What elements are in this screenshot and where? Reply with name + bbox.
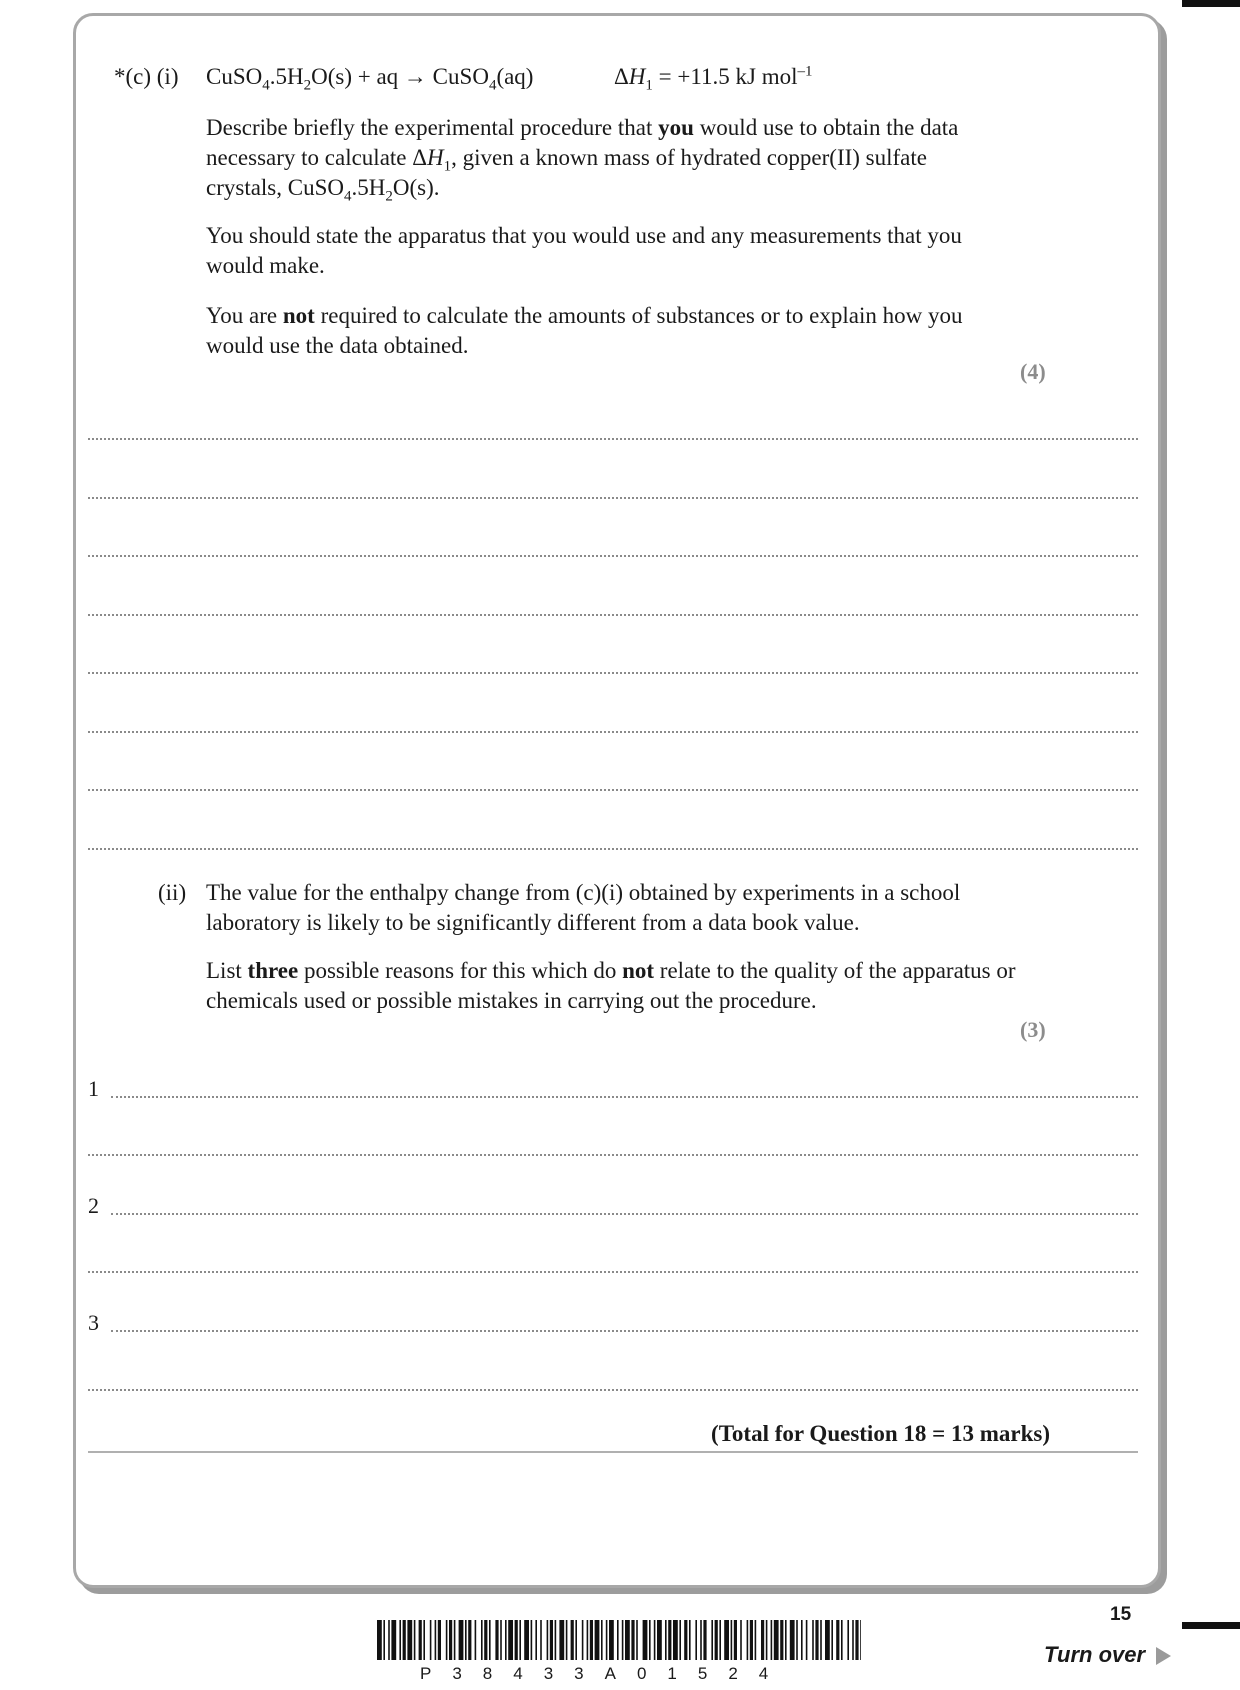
barcode-bar [774, 1620, 779, 1660]
barcode-bar [631, 1620, 634, 1660]
barcode-bar [771, 1620, 773, 1660]
instruction-not-required: You are not required to calculate the amounts of substances or to explain how you would use the data obtained. [206, 303, 963, 358]
answer-line-2[interactable] [111, 1213, 1138, 1215]
barcode-bar [590, 1620, 593, 1660]
barcode-bar [571, 1620, 574, 1660]
barcode-bar [388, 1620, 390, 1660]
part-ii-label: (ii) [158, 880, 187, 905]
barcode-bar [724, 1620, 729, 1660]
barcode-bar [755, 1620, 757, 1660]
enthalpy-value: $\Delta H_1 = +11.5$ kJ mol$^{-1}$ [614, 63, 813, 94]
barcode-bar [649, 1620, 651, 1660]
barcode-bar [587, 1620, 589, 1660]
barcode-bar [391, 1620, 396, 1660]
answer-line-3[interactable] [111, 1330, 1138, 1332]
barcode-bar [812, 1620, 814, 1660]
answer-line[interactable] [88, 731, 1138, 733]
marks-c-i: (4) [1020, 359, 1046, 384]
barcode-bar [508, 1620, 513, 1660]
answer-number-3: 3 [88, 1310, 99, 1335]
barcode-bar [575, 1620, 577, 1660]
barcode-bar [622, 1620, 624, 1660]
barcode-bar [377, 1620, 382, 1660]
barcode-bar [673, 1620, 678, 1660]
barcode-bar [695, 1620, 697, 1660]
barcode-bar [524, 1620, 529, 1660]
barcode-bar [438, 1620, 441, 1660]
barcode-bar [679, 1620, 681, 1660]
barcode-bar [407, 1620, 412, 1660]
barcode-bar [806, 1620, 808, 1660]
barcode-bar [719, 1620, 721, 1660]
registration-mark-top [1182, 0, 1240, 7]
barcode-bar [459, 1620, 464, 1660]
barcode-bar [731, 1620, 733, 1660]
barcode-bar [665, 1620, 667, 1660]
barcode-bar [796, 1620, 798, 1660]
barcode-bar [715, 1620, 718, 1660]
barcode-bar [711, 1620, 713, 1660]
barcode-bar [836, 1620, 839, 1660]
barcode-bar [847, 1620, 849, 1660]
barcode-bar [419, 1620, 422, 1660]
barcode-bar [750, 1620, 753, 1660]
barcode-bar [703, 1620, 706, 1660]
barcode [377, 1620, 861, 1660]
barcode-bar [435, 1620, 437, 1660]
answer-line[interactable] [88, 672, 1138, 674]
barcode-bar [860, 1620, 861, 1660]
barcode-bar [841, 1620, 843, 1660]
equation: $CuSO_4.5H_2O(s)$ + aq → CuSO$_4$(aq) [206, 64, 534, 94]
barcode-bar [430, 1620, 432, 1660]
barcode-bar [446, 1620, 448, 1660]
barcode-bar [601, 1620, 603, 1660]
turn-over-label: Turn over [1044, 1642, 1146, 1667]
barcode-bar [668, 1620, 671, 1660]
barcode-bar [582, 1620, 584, 1660]
part-ii-intro: The value for the enthalpy change from (c)(i) obtained by experiments in a school laboratory is likely to be significantly different from a data book value. [206, 880, 961, 935]
barcode-bar [500, 1620, 502, 1660]
barcode-text: P38433A01524 [420, 1664, 790, 1683]
barcode-bar [505, 1620, 507, 1660]
barcode-bar [595, 1620, 600, 1660]
barcode-bar [780, 1620, 783, 1660]
answer-line[interactable] [88, 1154, 1138, 1156]
barcode-bar [555, 1620, 557, 1660]
barcode-bar [566, 1620, 568, 1660]
part-ii-instruction: List three possible reasons for this which do not relate to the quality of the apparatus or chemicals used or possible mistakes in carrying out the procedure. [206, 958, 1016, 1013]
barcode-bar [559, 1620, 564, 1660]
barcode-bar [747, 1620, 749, 1660]
instruction-describe: Describe briefly the experimental procedure that you would use to obtain the data necessary to calculate $\Delta H_1$, given a known mass of hydrated copper(II) sulfate crystals, $CuSO_4.5H_2O(s)$. [206, 115, 959, 205]
turn-over-arrow-icon [1156, 1647, 1171, 1665]
answer-line[interactable] [88, 438, 1138, 440]
answer-line[interactable] [88, 848, 1138, 850]
answer-line-1[interactable] [111, 1096, 1138, 1098]
barcode-bar [825, 1620, 830, 1660]
barcode-bar [495, 1620, 498, 1660]
barcode-bar [399, 1620, 401, 1660]
barcode-bar [423, 1620, 425, 1660]
instruction-apparatus: You should state the apparatus that you would use and any measurements that you would make. [206, 223, 962, 278]
barcode-bar [654, 1620, 656, 1660]
barcode-bar [831, 1620, 833, 1660]
barcode-bar [766, 1620, 768, 1660]
barcode-bar [414, 1620, 416, 1660]
barcode-bar [484, 1620, 487, 1660]
barcode-bar [515, 1620, 518, 1660]
barcode-bar [801, 1620, 803, 1660]
answer-line[interactable] [88, 614, 1138, 616]
barcode-bar [815, 1620, 818, 1660]
answer-line[interactable] [88, 1271, 1138, 1273]
barcode-bar [547, 1620, 549, 1660]
barcode-bar [531, 1620, 533, 1660]
answer-line[interactable] [88, 1389, 1138, 1391]
barcode-bar [734, 1620, 737, 1660]
barcode-bar [820, 1620, 822, 1660]
barcode-bar [403, 1620, 406, 1660]
barcode-bar [489, 1620, 491, 1660]
barcode-bar [852, 1620, 854, 1660]
total-divider [88, 1451, 1138, 1453]
answer-number-1: 1 [88, 1076, 99, 1101]
barcode-bar [700, 1620, 702, 1660]
barcode-bar [383, 1620, 385, 1660]
barcode-bar [454, 1620, 456, 1660]
barcode-bar [684, 1620, 687, 1660]
barcode-bar [465, 1620, 467, 1660]
answer-line[interactable] [88, 789, 1138, 791]
barcode-bar [468, 1620, 471, 1660]
barcode-bar [606, 1620, 608, 1660]
question-label: *(c) (i) [114, 64, 179, 89]
registration-mark-bottom [1182, 1622, 1240, 1629]
barcode-bar [449, 1620, 452, 1660]
barcode-bar [481, 1620, 483, 1660]
marks-c-ii: (3) [1020, 1017, 1046, 1042]
barcode-bar [689, 1620, 691, 1660]
barcode-bar [540, 1620, 542, 1660]
barcode-bar [785, 1620, 787, 1660]
barcode-bar [625, 1620, 630, 1660]
barcode-bar [636, 1620, 638, 1660]
barcode-bar [519, 1620, 521, 1660]
question-total: (Total for Question 18 = 13 marks) [711, 1421, 1050, 1446]
barcode-bar [761, 1620, 764, 1660]
answer-line[interactable] [88, 497, 1138, 499]
barcode-bar [657, 1620, 662, 1660]
page-number: 15 [1110, 1604, 1132, 1625]
barcode-bar [790, 1620, 795, 1660]
barcode-bar [609, 1620, 614, 1660]
answer-line[interactable] [88, 555, 1138, 557]
answer-number-2: 2 [88, 1193, 99, 1218]
barcode-bar [855, 1620, 858, 1660]
barcode-bar [550, 1620, 553, 1660]
barcode-bar [740, 1620, 742, 1660]
barcode-bar [643, 1620, 648, 1660]
barcode-bar [617, 1620, 619, 1660]
barcode-bar [535, 1620, 537, 1660]
barcode-bar [475, 1620, 477, 1660]
